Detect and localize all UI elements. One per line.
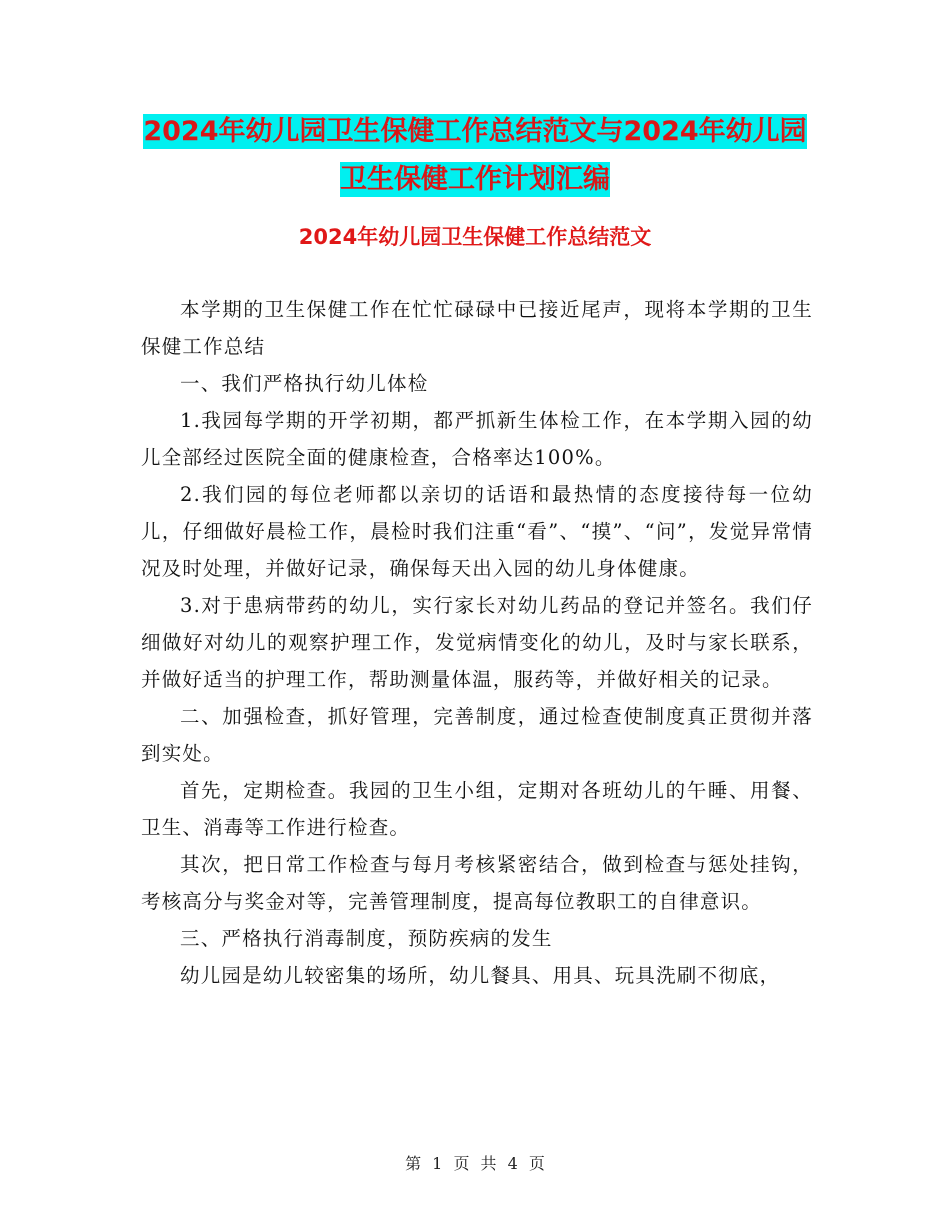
paragraph: 2.我们园的每位老师都以亲切的话语和最热情的态度接待每一位幼儿，仔细做好晨检工作，晨检时我们注重“看”、“摸”、“问”，发觉异常情况及时处理，并做好记录，确保每天出入园的幼儿身体健康。 xyxy=(141,483,813,580)
paragraph: 二、加强检查，抓好管理，完善制度，通过检查使制度真正贯彻并落到实处。 xyxy=(141,705,813,765)
paragraph: 本学期的卫生保健工作在忙忙碌碌中已接近尾声，现将本学期的卫生保健工作总结 xyxy=(141,298,813,358)
paragraph: 其次，把日常工作检查与每月考核紧密结合，做到检查与惩处挂钩，考核高分与奖金对等，完善管理制度，提高每位教职工的自律意识。 xyxy=(141,853,813,913)
paragraph: 1.我园每学期的开学初期，都严抓新生体检工作，在本学期入园的幼儿全部经过医院全面的健康检查，合格率达100%。 xyxy=(141,409,813,469)
paragraph: 幼儿园是幼儿较密集的场所，幼儿餐具、用具、玩具洗刷不彻底， xyxy=(180,964,781,987)
page-footer: 第 1 页 共 4 页 xyxy=(405,1154,545,1173)
document-body xyxy=(141,291,813,994)
document-title-line-1: 2024年幼儿园卫生保健工作总结范文与2024年幼儿园 xyxy=(143,116,807,147)
section-title: 2024年幼儿园卫生保健工作总结范文 xyxy=(298,225,652,249)
paragraph: 首先，定期检查。我园的卫生小组，定期对各班幼儿的午睡、用餐、卫生、消毒等工作进行检查。 xyxy=(141,779,813,839)
paragraph: 一、我们严格执行幼儿体检 xyxy=(180,372,429,395)
document-title xyxy=(0,108,950,204)
document-title-line-2: 卫生保健工作计划汇编 xyxy=(340,164,610,195)
paragraph: 三、严格执行消毒制度，预防疾病的发生 xyxy=(180,927,553,950)
paragraph: 3.对于患病带药的幼儿，实行家长对幼儿药品的登记并签名。我们仔细做好对幼儿的观察护理工作，发觉病情变化的幼儿，及时与家长联系，并做好适当的护理工作，帮助测量体温，服药等，并做好相关的记录。 xyxy=(141,594,813,691)
